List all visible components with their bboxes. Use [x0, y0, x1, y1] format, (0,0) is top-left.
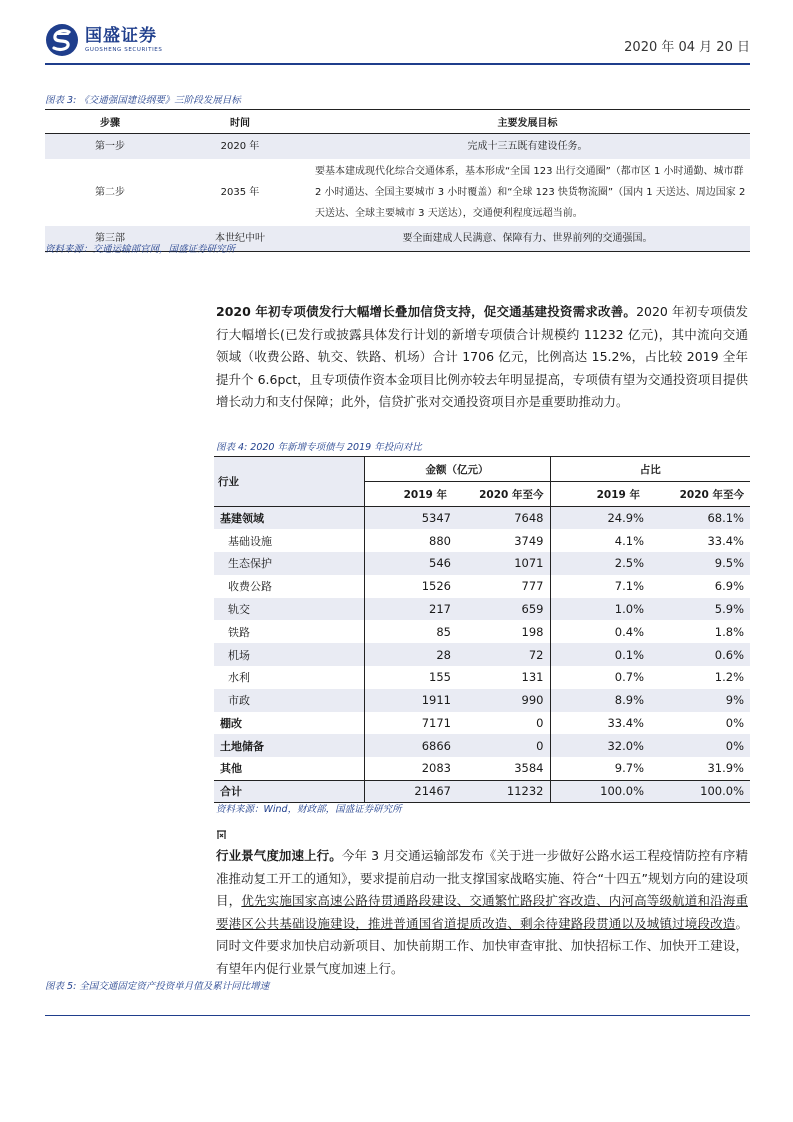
column-header-share-2019: 2019 年 [550, 482, 650, 507]
amount-2019-cell: 217 [364, 598, 457, 621]
amount-2019-cell: 7171 [364, 712, 457, 735]
share-2019-cell: 0.4% [550, 620, 650, 643]
amount-2020-cell: 659 [457, 598, 550, 621]
industry-cell: 收费公路 [228, 580, 272, 594]
amount-2019-cell: 546 [364, 552, 457, 575]
amount-2020-cell: 1071 [457, 552, 550, 575]
table-row [214, 598, 750, 621]
table-row [214, 780, 750, 803]
amount-2019-cell: 21467 [364, 780, 457, 803]
industry-cell: 水利 [228, 671, 250, 685]
company-logo [45, 22, 162, 58]
figure-3-source: 资料来源：交通运输部官网，国盛证券研究所 [45, 244, 236, 255]
report-date: 2020 年 04 月 20 日 [624, 40, 750, 55]
column-header-share-2020: 2020 年至今 [650, 482, 750, 507]
amount-2019-cell: 1911 [364, 689, 457, 712]
table-row [214, 529, 750, 552]
logo-chinese-text: 国盛证券 [85, 26, 157, 46]
paragraph-body: 2020 年初专项债发行大幅增长(已发行或披露具体发行计划的新增专项债合计规模约 11232 亿元)，其中流向交通领域（收费公路、轨交、铁路、机场）合计 1706 亿元，比例高达 15.2%，占比较 2019 全年提升个 6.6pct，且专项债作资本金项目比例亦较去年明显提高，专项债有望为交通投资项目提供增长动力和支付保障；此外，信贷扩张对交通投资项目亦是重要助推动力。 [216, 304, 748, 409]
share-2020-cell: 33.4% [707, 533, 744, 548]
share-2020-cell: 68.1% [650, 507, 750, 530]
table-header-row [45, 110, 750, 134]
development-goals-table [45, 109, 750, 252]
industry-cell: 生态保护 [214, 552, 364, 575]
column-header-amount-2019: 2019 年 [364, 482, 457, 507]
amount-2019-cell: 155 [364, 666, 457, 689]
time-cell: 2020 年 [175, 134, 305, 160]
amount-2020-cell: 990 [457, 689, 550, 712]
table-row [214, 507, 750, 530]
paragraph-body: 今年 3 月交通运输部发布《关于进一步做好公路水运工程疫情防控有序精准推动复工开工的通知》，要求提前启动一批支撑国家战略实施、符合“十四五”规划方向的建设项目， [216, 848, 748, 908]
share-2019-cell: 33.4% [550, 712, 650, 735]
step-cell: 第一步 [45, 134, 175, 160]
guosheng-logo-icon [45, 23, 79, 57]
table-row [214, 666, 750, 689]
share-2020-cell: 6.9% [714, 579, 744, 594]
paragraph-special-bonds [216, 301, 748, 414]
share-2020-cell: 9% [650, 689, 750, 712]
table-row [214, 620, 750, 643]
table-row [45, 159, 750, 226]
share-2020-cell: 0% [725, 716, 744, 731]
step-cell: 第三部 [45, 226, 175, 252]
industry-cell: 轨交 [214, 598, 364, 621]
share-2020-cell: 1.8% [714, 624, 744, 639]
share-2020-cell: 0.6% [650, 643, 750, 666]
amount-2020-cell: 0 [457, 734, 550, 757]
footer-divider [45, 1015, 750, 1016]
goal-cell: 完成十三五既有建设任务。 [305, 134, 750, 160]
share-2019-cell: 32.0% [550, 734, 650, 757]
paragraph-lead: 2020 年初专项债发行大幅增长叠加信贷支持，促交通基建投资需求改善。 [216, 304, 637, 319]
time-cell: 本世纪中叶 [175, 226, 305, 252]
amount-2020-cell: 777 [521, 579, 544, 594]
amount-2019-cell: 85 [364, 620, 457, 643]
goal-cell: 要全面建成人民满意、保障有力、世界前列的交通强国。 [305, 226, 750, 252]
share-2019-cell: 0.7% [550, 666, 650, 689]
table-row [214, 575, 750, 598]
amount-2020-cell: 11232 [457, 780, 550, 803]
share-2019-cell: 9.7% [550, 757, 650, 780]
paragraph-industry-outlook [216, 845, 748, 980]
table-row [214, 643, 750, 666]
figure-4-source: 资料来源：Wind，财政部，国盛证券研究所 [216, 804, 402, 815]
share-2019-cell: 1.0% [550, 598, 650, 621]
column-header-industry: 行业 [214, 457, 364, 507]
share-2019-cell: 8.9% [550, 689, 650, 712]
paragraph-body-end: 。同时文件要求加快启动新项目、加快前期工作、加快审查审批、加快招标工作、加快开工建设，有望年内促行业景气度加速上行。 [216, 915, 748, 976]
amount-2019-cell: 880 [364, 529, 457, 552]
industry-cell: 市政 [214, 689, 364, 712]
time-cell: 2035 年 [220, 187, 260, 198]
goal-cell: 要基本建成现代化综合交通体系，基本形成“全国 123 出行交通圈”（都市区 1 小时通勤、城市群 2 小时通达、全国主要城市 3 小时覆盖）和“全球 123 快货物流圈”（国内 1 天送达、周边国家 2 天送达、全球主要城市 3 天送达），交通便利程度远超当前。 [315, 166, 746, 219]
table-row [214, 734, 750, 757]
share-2019-cell: 24.9% [550, 507, 650, 530]
industry-cell: 铁路 [228, 625, 250, 639]
amount-2019-cell: 6866 [364, 734, 457, 757]
share-2020-cell: 9.5% [650, 552, 750, 575]
table-row [45, 134, 750, 160]
table-row [214, 689, 750, 712]
step-cell: 第二步 [95, 187, 125, 198]
table-row [214, 757, 750, 780]
figure-5-caption: 图表 5: 全国交通固定资产投资单月值及累计同比增速 [45, 981, 270, 992]
paragraph-underlined-text: 优先实施国家高速公路待贯通路段建设、交通繁忙路段扩容改造、内河高等级航道和沿海重要港区公共基础设施建设，推进普通国省道提质改造、剩余待建路段贯通以及城镇过境段改造 [216, 893, 748, 931]
column-header-time: 时间 [175, 110, 305, 134]
figure-3-caption: 图表 3: 《交通强国建设纲要》三阶段发展目标 [45, 95, 241, 106]
amount-2019-cell: 5347 [364, 507, 457, 530]
industry-cell: 合计 [214, 780, 364, 803]
industry-cell: 基础设施 [228, 534, 272, 548]
column-header-goal: 主要发展目标 [305, 110, 750, 134]
share-2019-cell: 4.1% [550, 529, 650, 552]
amount-2020-cell: 0 [536, 716, 544, 731]
amount-2019-cell: 28 [364, 643, 457, 666]
share-2019-cell: 100.0% [550, 780, 650, 803]
amount-2019-cell: 1526 [364, 575, 457, 598]
amount-2020-cell: 7648 [457, 507, 550, 530]
page-header [45, 22, 750, 62]
amount-2020-cell: 131 [521, 670, 544, 685]
share-2020-cell: 1.2% [714, 670, 744, 685]
share-2020-cell: 0% [650, 734, 750, 757]
header-divider [45, 63, 750, 65]
amount-2019-cell: 2083 [364, 757, 457, 780]
table-row [214, 552, 750, 575]
paragraph-lead: 行业景气度加速上行。 [216, 848, 342, 863]
share-2020-cell: 100.0% [650, 780, 750, 803]
industry-cell: 其他 [220, 762, 242, 776]
column-group-amount: 金额（亿元） [364, 457, 550, 482]
table-row [214, 712, 750, 735]
amount-2020-cell: 72 [457, 643, 550, 666]
special-bond-allocation-table [214, 456, 750, 803]
amount-2020-cell: 198 [521, 624, 544, 639]
industry-cell: 基建领域 [214, 507, 364, 530]
column-header-step: 步骤 [45, 110, 175, 134]
amount-2020-cell: 3584 [514, 761, 544, 776]
industry-cell: 机场 [214, 643, 364, 666]
share-2019-cell: 0.1% [550, 643, 650, 666]
industry-cell: 棚改 [220, 717, 242, 731]
share-2020-cell: 31.9% [707, 761, 744, 776]
column-header-amount-2020: 2020 年至今 [457, 482, 550, 507]
share-2019-cell: 2.5% [550, 552, 650, 575]
figure-4-caption: 图表 4: 2020 年新增专项债与 2019 年投向对比 [216, 442, 422, 453]
share-2019-cell: 7.1% [550, 575, 650, 598]
column-group-share: 占比 [550, 457, 750, 482]
amount-2020-cell: 3749 [514, 533, 544, 548]
stray-mark-icon [216, 830, 228, 840]
industry-cell: 土地储备 [214, 734, 364, 757]
logo-english-text: GUOSHENG SECURITIES [85, 47, 163, 53]
share-2020-cell: 5.9% [650, 598, 750, 621]
